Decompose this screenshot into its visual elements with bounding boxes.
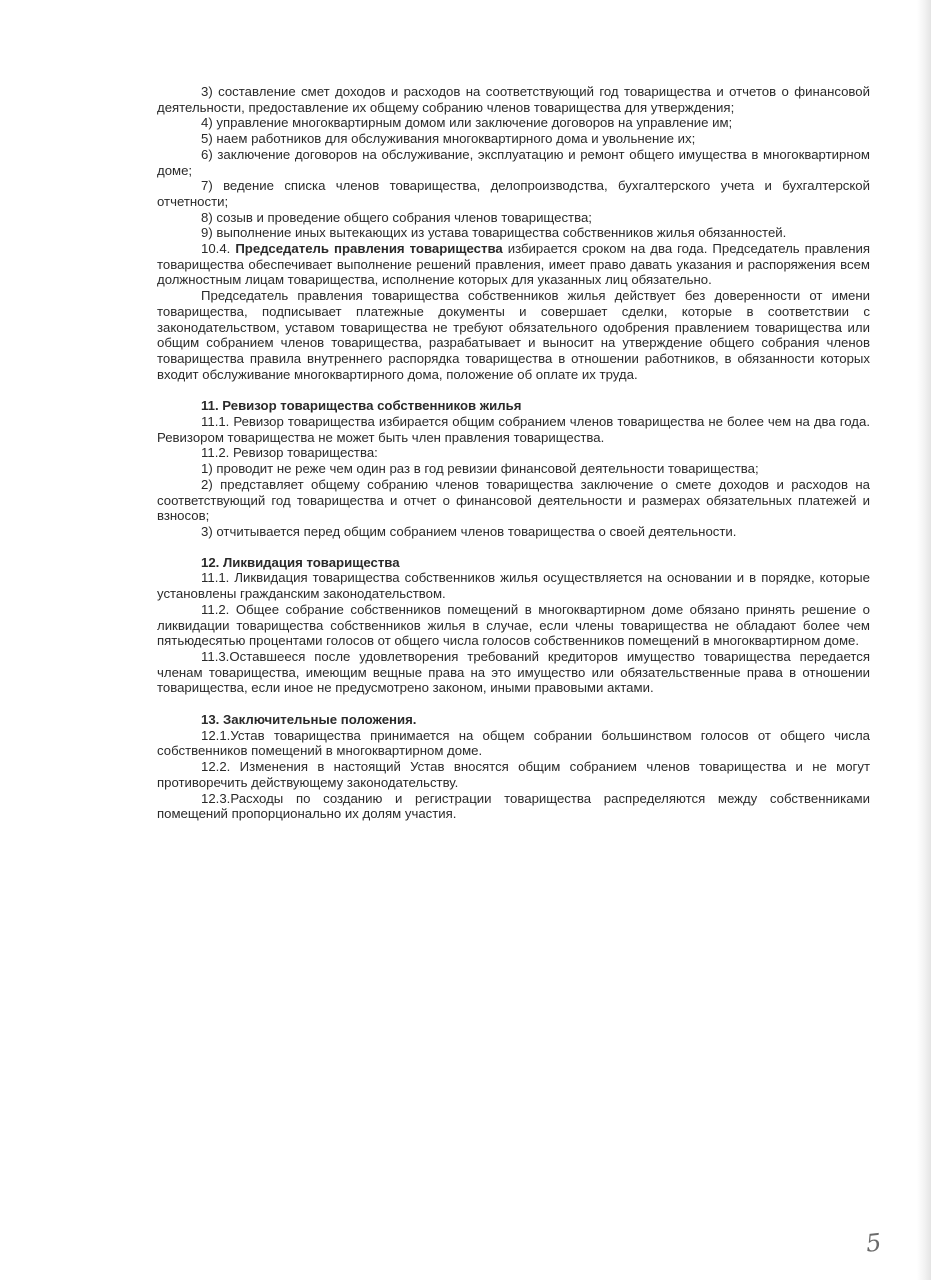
- section-11-paragraph: 1) проводит не реже чем один раз в год ревизии финансовой деятельности товарищества;: [201, 461, 759, 477]
- page-number: 5: [864, 1228, 883, 1258]
- section-gap: [157, 540, 870, 555]
- clause-bold-term: Председатель правления товарищества: [235, 241, 503, 257]
- section-12-paragraph: 11.3.Оставшееся после удовлетворения требований кредиторов имущество товарищества передается членам товарищества, имеющим вещные права на это имущество или обязательственные права в отношении товарищества, если иное не предусмотрено законом, иными правовыми актами.: [157, 648, 870, 696]
- document-page: [157, 84, 870, 822]
- list-item: 8) созыв и проведение общего собрания членов товарищества;: [201, 209, 592, 225]
- section-12-heading: 12. Ликвидация товарищества: [201, 554, 400, 570]
- section-11-heading: 11. Ревизор товарищества собственников жилья: [201, 398, 522, 414]
- section-13-paragraph: 12.1.Устав товарищества принимается на общем собрании большинством голосов от общего числа собственников помещений в многоквартирном доме.: [157, 727, 870, 759]
- clause-text: избирается сроком на два года. Председатель правления товарищества обеспечивает выполнение решений правления, имеет право давать указания и распоряжения всем должностным лицам товарищества, исполнение которых для указанных лиц обязательно.: [157, 241, 870, 288]
- section-13-paragraph: 12.3.Расходы по созданию и регистрации товарищества распределяются между собственниками помещений пропорционально их долям участия.: [157, 790, 870, 822]
- section-11-paragraph: 11.1. Ревизор товарищества избирается общим собранием членов товарищества не более чем на два года. Ревизором товарищества не может быть член правления товарищества.: [157, 414, 870, 445]
- scan-edge-shadow: [917, 0, 931, 1280]
- list-item: 4) управление многоквартирным домом или заключение договоров на управление им;: [201, 115, 733, 131]
- section-11-paragraph: 2) представляет общему собранию членов товарищества заключение о смете доходов и расходов на соответствующий год товарищества и отчет о финансовой деятельности и размерах обязательных платежей и взносов;: [157, 476, 870, 524]
- section-13-heading: 13. Заключительные положения.: [201, 712, 417, 728]
- paragraph-10-4-continued: Председатель правления товарищества собственников жилья действует без доверенности от имени товарищества, подписывает платежные документы и совершает сделки, которые в соответствии с законодательством, уставом товарищества не требуют обязательного одобрения правлением товарищества или общим собранием членов товарищества, разрабатывает и выносит на утверждение общего собрания членов товарищества правила внутреннего распорядка товарищества в отношении работников, в обязанности которых входит обслуживание многоквартирного дома, положение об оплате их труда.: [157, 288, 870, 382]
- list-item: 6) заключение договоров на обслуживание, эксплуатацию и ремонт общего имущества в многоквартирном доме;: [157, 146, 870, 178]
- clause-number: 10.4.: [201, 241, 236, 257]
- list-item: 9) выполнение иных вытекающих из устава товарищества собственников жилья обязанностей.: [201, 225, 787, 241]
- list-item: 3) составление смет доходов и расходов на соответствующий год товарищества и отчетов о финансовой деятельности, предоставление их общему собранию членов товарищества для утверждения;: [157, 84, 870, 115]
- section-11-paragraph: 3) отчитывается перед общим собранием членов товарищества о своей деятельности.: [201, 523, 737, 539]
- paragraph-10-4: [157, 241, 870, 288]
- section-gap: [157, 696, 870, 712]
- section-12-paragraph: 11.2. Общее собрание собственников помещений в многоквартирном доме обязано принять решение о ликвидации товарищества собственников жилья в случае, если члены товарищества не обладают более чем пятьюдесятью процентами голосов от общего числа голосов собственников помещений в многоквартирном доме.: [157, 601, 870, 649]
- section-13-paragraph: 12.2. Изменения в настоящий Устав вносятся общим собранием членов товарищества и не могут противоречить действующему законодательству.: [157, 759, 870, 790]
- list-item: 7) ведение списка членов товарищества, делопроизводства, бухгалтерского учета и бухгалтерской отчетности;: [157, 178, 870, 209]
- section-12-paragraph: 11.1. Ликвидация товарищества собственников жилья осуществляется на основании и в порядке, которые установлены гражданским законодательством.: [157, 570, 870, 602]
- section-gap: [157, 382, 870, 398]
- section-11-paragraph: 11.2. Ревизор товарищества:: [201, 445, 378, 461]
- list-item: 5) наем работников для обслуживания многоквартирного дома и увольнение их;: [201, 131, 696, 147]
